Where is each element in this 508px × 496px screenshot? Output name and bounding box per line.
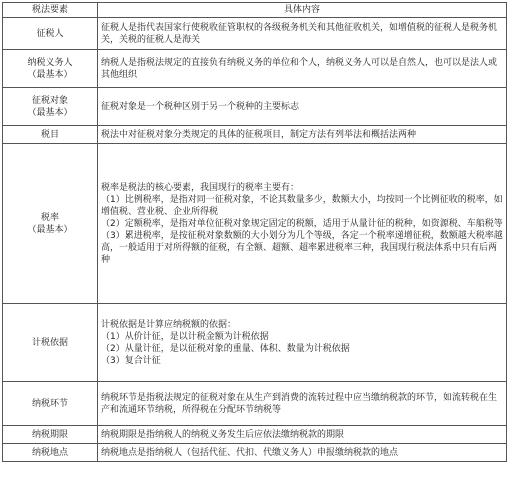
content-line: 计税依据是计算应纳税额的依据： xyxy=(101,319,237,330)
row-label: 纳税地点 xyxy=(31,447,68,458)
row-content-cell xyxy=(98,426,507,444)
row-label: 纳税义务人 xyxy=(27,57,73,68)
content-line: 纳税地点是指纳税人（包括代征、代扣、代缴义务人）申报缴纳税款的地点 xyxy=(101,447,399,458)
header-content: 具体内容 xyxy=(98,3,507,18)
row-content-cell xyxy=(98,444,507,462)
content-line: 征税人是指代表国家行使税收征管职权的各级税务机关和其他征收机关，如增值税的征税人是税务机关，关税的征税人是海关 xyxy=(101,22,498,45)
table-row xyxy=(3,304,507,382)
content-line: （3）复合计征 xyxy=(101,355,161,366)
content-line: （2）定额税率，是指对单位征税对象规定固定的税额，适用于从量计征的税种，如资源税、车船税等 xyxy=(101,218,503,229)
row-content-cell xyxy=(98,382,507,426)
content-line: （2）从量计征，是以征税对象的重量、体积、数量为计税依据 xyxy=(101,343,350,354)
row-label-cell xyxy=(3,444,98,462)
table-row xyxy=(3,426,507,444)
row-label: 计税依据 xyxy=(31,337,68,348)
row-content-cell xyxy=(98,50,507,88)
row-label-cell xyxy=(3,382,98,426)
row-content-cell xyxy=(98,88,507,126)
content-line: 纳税环节是指税法规定的征税对象在从生产到消费的流转过程中应当缴纳税款的环节，如流转税在生产和流通环节纳税，所得税在分配环节纳税等 xyxy=(101,392,498,415)
header-element: 税法要素 xyxy=(3,3,98,18)
row-label: 纳税环节 xyxy=(31,398,68,409)
table-row xyxy=(3,88,507,126)
content-line: （1）比例税率，是指对同一征税对象，不论其数量多少，数额大小，均按同一个比例征收的税率，如增值税、营业税、企业所得税 xyxy=(101,194,503,217)
row-label-cell xyxy=(3,144,98,304)
row-label-cell xyxy=(3,50,98,88)
row-label: 税率 xyxy=(40,212,59,223)
table-row xyxy=(3,126,507,144)
content-line: 税率是税法的核心要素，我国现行的税率主要有： xyxy=(101,182,300,193)
row-label: 税目 xyxy=(40,129,59,140)
row-label-cell xyxy=(3,426,98,444)
content-line: （1）从价计征，是以计税金额为计税依据 xyxy=(101,331,269,342)
table-row xyxy=(3,18,507,50)
row-label: 征税人 xyxy=(36,28,64,39)
row-label-note: （最基本） xyxy=(27,107,73,118)
row-label-cell xyxy=(3,126,98,144)
row-label: 征税对象 xyxy=(31,95,68,106)
content-line: 征税对象是一个税种区别于另一个税种的主要标志 xyxy=(101,101,300,112)
content-line: 纳税期限是指纳税人的纳税义务发生后应依法缴纳税款的期限 xyxy=(101,429,345,440)
content-line: 纳税人是指税法规定的直接负有纳税义务的单位和个人，纳税义务人可以是自然人，也可以是法人或其他组织 xyxy=(101,57,498,80)
table-row xyxy=(3,50,507,88)
content-line: （3）累进税率，是按征税对象数额的大小划分为几个等级，各定一个税率递增征税，数额越大税率越高，一般适用于对所得额的征税，有全额、超额、超率累进税率三种，我国现行税法体系中只有后两种 xyxy=(101,230,503,265)
table-row xyxy=(3,382,507,426)
row-label-note: （最基本） xyxy=(27,69,73,80)
row-content-cell xyxy=(98,144,507,304)
row-label-cell xyxy=(3,88,98,126)
tax-elements-table xyxy=(2,2,507,462)
table-row xyxy=(3,144,507,304)
row-label-cell xyxy=(3,18,98,50)
row-content-cell xyxy=(98,18,507,50)
row-content-cell xyxy=(98,126,507,144)
row-content-cell xyxy=(98,304,507,382)
row-label-cell xyxy=(3,304,98,382)
table-header-row xyxy=(3,3,507,18)
row-label: 纳税期限 xyxy=(31,429,68,440)
row-label-note: （最基本） xyxy=(27,224,73,235)
content-line: 税法中对征税对象分类规定的具体的征税项目，制定方法有列举法和概括法两种 xyxy=(101,129,417,140)
table-row xyxy=(3,444,507,462)
